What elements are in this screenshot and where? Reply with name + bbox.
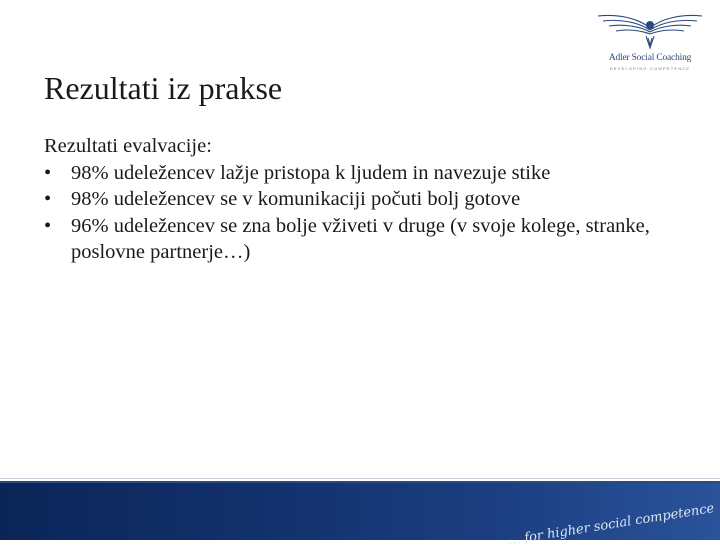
results-list: [44, 160, 694, 266]
list-item: [44, 213, 694, 266]
bullet-icon: •: [44, 188, 52, 210]
logo-name: Adler Social Coaching: [608, 53, 692, 63]
bullet-icon: •: [44, 214, 52, 237]
intro-text: Rezultati evalvacije:: [44, 135, 212, 157]
eagle-emblem-icon: [594, 8, 706, 52]
list-item-text: 98% udeležencev se v komunikaciji počuti bolj gotove: [71, 188, 521, 210]
logo-tagline: DEVELOPING COMPETENCE: [609, 66, 691, 71]
footer-band: [0, 478, 720, 549]
slide-body: [44, 133, 694, 266]
list-item: [44, 160, 694, 187]
footer-tagline: … for higher social competence: [506, 501, 716, 549]
list-item-text: 96% udeležencev se zna bolje vživeti v druge (v svoje kolege, stranke, poslovne partnerje…): [71, 214, 650, 263]
slide-title: Rezultati iz prakse: [44, 70, 283, 106]
bullet-icon: •: [44, 161, 52, 184]
footer-background: [0, 483, 720, 549]
list-item-text: 98% udeležencev lažje pristopa k ljudem in navezuje stike: [71, 161, 551, 184]
company-logo: [590, 8, 710, 74]
list-item: [44, 186, 694, 213]
